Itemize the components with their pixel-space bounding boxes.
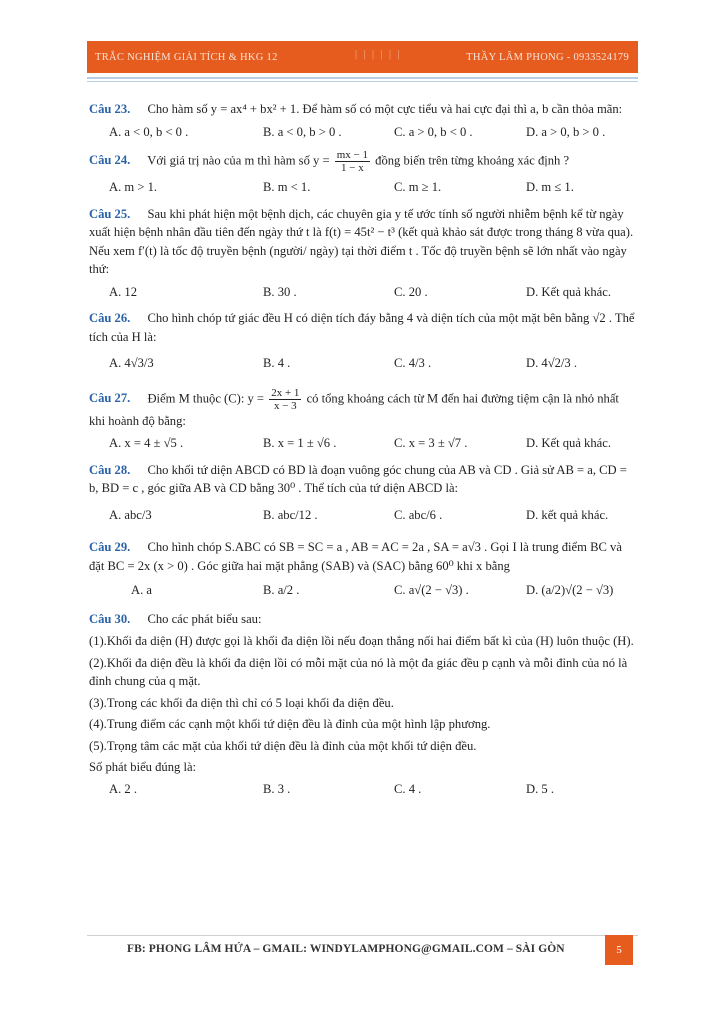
question-25-options (89, 283, 637, 302)
option-b[interactable]: B. a/2 . (263, 583, 300, 597)
question-text-tail: đồng biến trên từng khoảng xác định ? (375, 153, 570, 168)
option-c[interactable]: C. 4/3 . (394, 356, 432, 370)
option-c[interactable]: C. x = 3 ± √7 . (394, 436, 468, 450)
option-c[interactable]: C. a√(2 − √3) . (394, 583, 469, 597)
question-text: Với giá trị nào của m thì hàm số y = (147, 153, 330, 168)
question-27 (89, 387, 637, 431)
option-c[interactable]: C. m ≥ 1. (394, 180, 442, 194)
header-rule (87, 77, 638, 79)
statement-2: (2).Khối đa diện đều là khối đa diện lồi có mỗi mặt của nó là một đa giác đều p cạnh và mỗi đỉnh của nó là đỉnh chung của q mặt. (89, 655, 628, 688)
question-24 (89, 149, 637, 174)
question-number: Câu 29. (89, 540, 131, 554)
option-b[interactable]: B. 4 . (263, 356, 291, 370)
option-a[interactable]: A. a < 0, b < 0 . (109, 124, 189, 139)
option-b[interactable]: B. x = 1 ± √6 . (263, 436, 337, 450)
option-b[interactable]: B. 3 . (263, 781, 291, 796)
question-23 (89, 100, 637, 119)
question-26 (89, 309, 637, 346)
page-number: 5 (605, 935, 633, 965)
option-d[interactable]: D. Kết quả khác. (526, 284, 611, 299)
question-28 (89, 461, 637, 498)
option-d[interactable]: D. kết quả khác. (526, 507, 609, 522)
question-25 (89, 205, 637, 279)
footer-rule (87, 935, 638, 936)
option-d[interactable]: D. Kết quả khác. (526, 436, 611, 450)
question-28-options (89, 506, 637, 525)
question-27-options (89, 434, 637, 453)
fraction-numerator: mx − 1 (336, 149, 368, 161)
header-rule-thin (87, 81, 638, 82)
question-number: Câu 25. (89, 206, 131, 221)
question-text: Cho các phát biểu sau: (147, 611, 262, 626)
question-number: Câu 26. (89, 311, 131, 325)
option-d[interactable]: D. 5 . (526, 781, 554, 796)
header-author: THẦY LÂM PHONG - 0933524179 (466, 52, 629, 63)
fraction-denominator: 1 − x (341, 162, 364, 174)
option-a[interactable]: A. x = 4 ± √5 . (109, 436, 184, 450)
question-number: Câu 23. (89, 102, 131, 116)
option-a[interactable]: A. a (131, 583, 152, 597)
option-a[interactable]: A. m > 1. (109, 180, 158, 194)
option-b[interactable]: B. m < 1. (263, 180, 311, 194)
question-text: Cho hình chóp S.ABC có SB = SC = a , AB = AC = 2a , SA = a√3 . Gọi I là trung điểm BC và đặt BC = 2x (x > 0) . Góc giữa hai mặt phẳng (SAB) và (SAC) bằng 60⁰ khi x bằng (89, 540, 622, 573)
question-24-options (89, 178, 637, 197)
question-23-options (89, 123, 637, 142)
option-a[interactable]: A. abc/3 (109, 507, 152, 522)
question-29 (89, 538, 637, 575)
question-30-options (89, 780, 637, 799)
statement-5: (5).Trọng tâm các mặt của khối tứ diện đều là đỉnh của một khối tứ diện đều. (89, 738, 477, 753)
option-b[interactable]: B. abc/12 . (263, 507, 318, 522)
fraction (335, 149, 370, 174)
statement-4: (4).Trung điểm các cạnh một khối tứ diện đều là đỉnh của một hình lập phương. (89, 717, 491, 731)
footer-contact: FB: PHONG LÂM HỨA – GMAIL: WINDYLAMPHONG@GMAIL.COM – SÀI GÒN (127, 943, 565, 955)
question-number: Câu 27. (89, 390, 131, 405)
footer (87, 935, 638, 965)
option-b[interactable]: B. a < 0, b > 0 . (263, 124, 342, 139)
option-d[interactable]: D. 4√2/3 . (526, 356, 577, 370)
option-a[interactable]: A. 12 (109, 284, 137, 299)
question-text-tail: có tổng khoảng cách từ M đến hai đường tiệm cận là nhỏ nhất khi hoành độ bằng: (89, 390, 619, 428)
option-c[interactable]: C. 4 . (394, 781, 422, 796)
option-a[interactable]: A. 2 . (109, 781, 137, 796)
fraction (269, 387, 301, 412)
question-number: Câu 30. (89, 611, 131, 626)
option-d[interactable]: D. m ≤ 1. (526, 180, 574, 194)
option-c[interactable]: C. abc/6 . (394, 507, 443, 522)
question-text: Cho hàm số y = ax⁴ + bx² + 1. Để hàm số có một cực tiểu và hai cực đại thì a, b cần thỏa mãn: (147, 102, 623, 116)
header-divider: | | | | | | (355, 49, 402, 60)
option-c[interactable]: C. 20 . (394, 284, 428, 299)
option-d[interactable]: D. (a/2)√(2 − √3) (526, 583, 614, 597)
question-ask: Số phát biểu đúng là: (89, 760, 197, 774)
question-number: Câu 28. (89, 462, 131, 477)
question-26-options (89, 354, 637, 373)
question-text: Điểm M thuộc (C): y = (147, 390, 265, 405)
option-a[interactable]: A. 4√3/3 (109, 356, 154, 370)
header-title: TRẮC NGHIỆM GIẢI TÍCH & HKG 12 (95, 52, 278, 63)
question-text: Cho khối tứ diện ABCD có BD là đoạn vuông góc chung của AB và CD . Giả sử AB = a, CD = b, BD = c , góc giữa AB và CD bằng 30⁰ . Thể tích của tứ diện ABCD là: (89, 462, 627, 495)
question-30 (89, 610, 637, 629)
question-number: Câu 24. (89, 153, 131, 168)
page-content (89, 100, 637, 806)
question-29-options (89, 581, 637, 600)
fraction-numerator: 2x + 1 (271, 386, 300, 399)
question-text: Cho hình chóp tứ giác đều H có diện tích đáy bằng 4 và diện tích của một mặt bên bằng √2 . Thể tích của H là: (89, 311, 635, 344)
question-text: Sau khi phát hiện một bệnh dịch, các chuyên gia y tế ước tính số người nhiễm bệnh kể từ ngày xuất hiện bệnh nhân đầu tiên đến ngày thứ t là f(t) = 45t² − t³ (kết quả khảo sát được trong tháng 8 vừa qua). Nếu xem f′(t) là tốc độ truyền bệnh (người/ ngày) tại thời điểm t . Tốc độ truyền bệnh sẽ lớn nhất vào ngày thứ: (89, 206, 634, 276)
fraction-denominator: x − 3 (273, 399, 297, 412)
option-b[interactable]: B. 30 . (263, 284, 297, 299)
option-c[interactable]: C. a > 0, b < 0 . (394, 124, 473, 139)
statement-3: (3).Trong các khối đa diện thì chỉ có 5 loại khối đa diện đều. (89, 695, 394, 710)
option-d[interactable]: D. a > 0, b > 0 . (526, 124, 606, 139)
statement-1: (1).Khối đa diện (H) được gọi là khối đa diện lồi nếu đoạn thẳng nối hai điểm bất kì của (H) luôn thuộc (H). (89, 634, 634, 648)
